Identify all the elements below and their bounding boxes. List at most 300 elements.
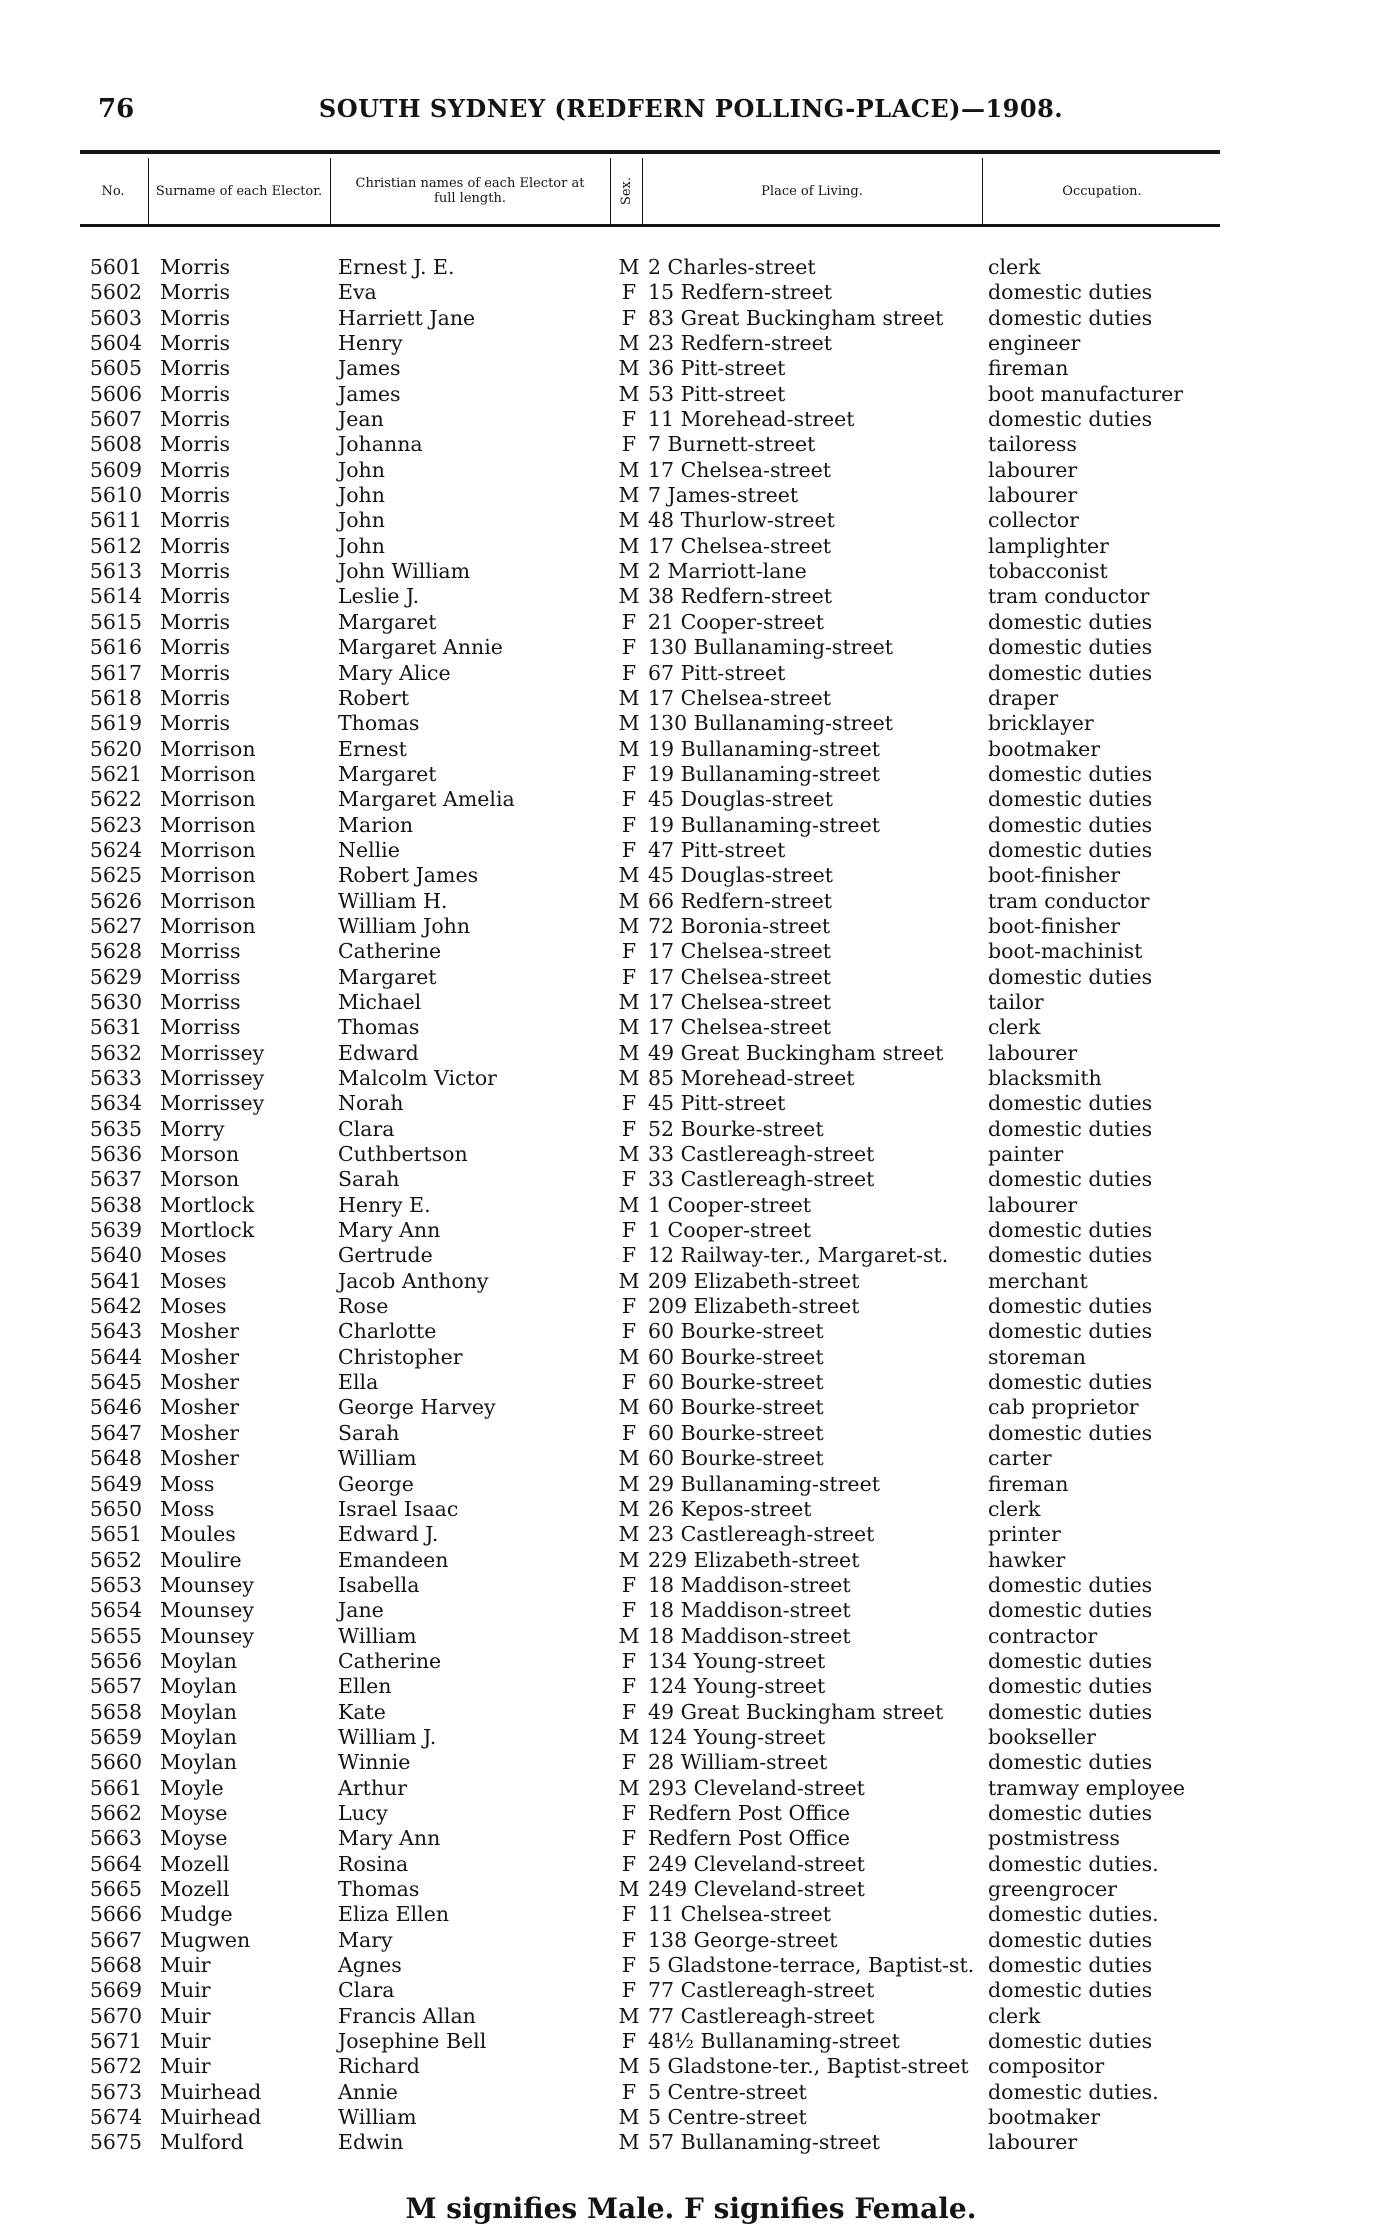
elector-number: 5608 [89,432,142,457]
elector-occupation: labourer [988,2130,1078,2155]
elector-sex: F [621,305,637,330]
elector-occupation: merchant [988,1268,1088,1293]
elector-place-of-living: 19 Bullanaming-street [648,812,880,837]
elector-number: 5620 [89,736,142,761]
table-row [80,382,1220,407]
elector-number: 5610 [89,483,142,508]
table-row [80,965,1220,990]
table-row [80,711,1220,736]
elector-surname: Mugwen [160,1927,251,1952]
elector-place-of-living: 5 Gladstone-terrace, Baptist-st. [648,1953,975,1978]
elector-surname: Morris [160,711,231,736]
elector-number: 5609 [89,457,142,482]
elector-christian-names: William [338,1623,417,1648]
elector-sex: M [618,2054,640,2079]
elector-place-of-living: 26 Kepos-street [648,1496,812,1521]
elector-place-of-living: 33 Castlereagh-street [648,1167,875,1192]
elector-surname: Muir [160,1978,211,2003]
elector-place-of-living: 53 Pitt-street [648,381,786,406]
elector-number: 5647 [89,1420,142,1445]
elector-surname: Morris [160,331,231,356]
elector-surname: Morris [160,381,231,406]
top-rule [80,150,1220,154]
elector-christian-names: Clara [338,1978,395,2003]
elector-sex: F [621,1294,637,1319]
header-surname: Surname of each Elector. [155,183,323,199]
elector-place-of-living: 17 Chelsea-street [648,989,832,1014]
table-row [80,1370,1220,1395]
elector-occupation: bootmaker [988,736,1101,761]
elector-surname: Morris [160,457,231,482]
elector-place-of-living: 11 Chelsea-street [648,1902,832,1927]
elector-occupation: domestic duties [988,1953,1153,1978]
elector-christian-names: Sarah [338,1420,400,1445]
elector-occupation: boot-machinist [988,939,1143,964]
table-row [80,1421,1220,1446]
elector-occupation: draper [988,685,1059,710]
elector-surname: Mosher [160,1395,239,1420]
elector-place-of-living: 130 Bullanaming-street [648,711,893,736]
elector-place-of-living: 67 Pitt-street [648,660,786,685]
elector-surname: Mosher [160,1420,239,1445]
elector-christian-names: Ellen [338,1674,392,1699]
elector-place-of-living: 124 Young-street [648,1674,826,1699]
elector-place-of-living: 249 Cleveland-street [648,1877,865,1901]
elector-occupation: domestic duties [988,1091,1153,1116]
elector-place-of-living: 36 Pitt-street [648,356,786,381]
elector-occupation: domestic duties [988,1648,1153,1673]
elector-christian-names: Christopher [338,1344,463,1369]
elector-occupation: domestic duties [988,1750,1153,1775]
elector-number: 5675 [89,2130,142,2155]
elector-sex: M [618,2105,640,2130]
elector-sex: M [618,1015,640,1040]
elector-number: 5657 [89,1674,142,1699]
table-row [80,889,1220,914]
elector-occupation: bookseller [988,1724,1096,1749]
elector-christian-names: Nellie [338,837,400,862]
elector-christian-names: Clara [338,1116,395,1141]
elector-place-of-living: 47 Pitt-street [648,837,786,862]
elector-christian-names: George Harvey [338,1395,496,1420]
elector-christian-names: James [338,381,401,406]
elector-occupation: printer [988,1522,1061,1547]
elector-occupation: cab proprietor [988,1395,1139,1420]
elector-surname: Morrissey [160,1040,265,1065]
elector-number: 5668 [89,1953,142,1978]
elector-sex: F [621,635,637,660]
table-row [80,432,1220,457]
elector-place-of-living: 60 Bourke-street [648,1319,824,1344]
elector-place-of-living: 130 Bullanaming-street [648,635,893,660]
elector-sex: F [621,1370,637,1395]
table-row [80,331,1220,356]
elector-sex: F [621,407,637,432]
table-row [80,1345,1220,1370]
elector-surname: Mounsey [160,1623,254,1648]
elector-christian-names: Harriett Jane [338,305,476,330]
elector-christian-names: Robert James [338,863,479,888]
elector-occupation: tram conductor [988,888,1150,913]
elector-christian-names: Michael [338,989,422,1014]
table-row [80,1117,1220,1142]
elector-sex: F [621,1953,637,1978]
elector-christian-names: James [338,356,401,381]
elector-occupation: domestic duties [988,964,1153,989]
elector-occupation: hawker [988,1547,1066,1572]
elector-surname: Mortlock [160,1192,255,1217]
elector-occupation: clerk [988,1015,1041,1040]
table-row [80,483,1220,508]
table-row [80,686,1220,711]
table-row [80,407,1220,432]
elector-surname: Morris [160,609,231,634]
elector-number: 5631 [89,1015,142,1040]
elector-occupation: domestic duties. [988,1851,1159,1876]
elector-sex: F [621,1978,637,2003]
elector-number: 5632 [89,1040,142,1065]
elector-surname: Morris [160,356,231,381]
elector-sex: F [621,1674,637,1699]
elector-place-of-living: 134 Young-street [648,1648,826,1673]
elector-number: 5642 [89,1294,142,1319]
table-row [80,1497,1220,1522]
elector-occupation: domestic duties [988,761,1153,786]
elector-number: 5653 [89,1572,142,1597]
elector-christian-names: Thomas [338,1015,420,1040]
elector-surname: Morrison [160,736,256,761]
elector-christian-names: Marion [338,812,414,837]
elector-occupation: greengrocer [988,1877,1118,1901]
table-row [80,1573,1220,1598]
elector-place-of-living: 209 Elizabeth-street [648,1294,860,1319]
table-row [80,990,1220,1015]
elector-christian-names: William J. [338,1724,437,1749]
elector-surname: Moylan [160,1648,237,1673]
elector-number: 5649 [89,1471,142,1496]
elector-surname: Mosher [160,1446,239,1471]
elector-sex: F [621,1116,637,1141]
elector-christian-names: Emandeen [338,1547,449,1572]
elector-number: 5633 [89,1066,142,1090]
table-row [80,1674,1220,1699]
elector-surname: Morrissey [160,1091,265,1116]
table-row [80,737,1220,762]
table-row [80,1649,1220,1674]
elector-place-of-living: 5 Gladstone-ter., Baptist-street [648,2054,969,2079]
elector-sex: F [621,1218,637,1243]
elector-surname: Morson [160,1167,240,1192]
elector-sex: M [618,1395,640,1420]
elector-sex: M [618,584,640,609]
elector-number: 5612 [89,533,142,558]
elector-surname: Morrison [160,888,256,913]
elector-number: 5652 [89,1547,142,1572]
elector-number: 5628 [89,939,142,964]
elector-surname: Morris [160,305,231,330]
elector-christian-names: Ella [338,1370,379,1395]
table-row [80,458,1220,483]
table-row [80,1395,1220,1420]
elector-place-of-living: 29 Bullanaming-street [648,1471,880,1496]
elector-christian-names: William [338,1446,417,1471]
elector-place-of-living: 19 Bullanaming-street [648,761,880,786]
elector-sex: F [621,939,637,964]
elector-number: 5617 [89,660,142,685]
header-christian: Christian names of each Elector at full length. [355,176,585,206]
elector-sex: F [621,1572,637,1597]
elector-occupation: clerk [988,2003,1041,2028]
elector-place-of-living: 49 Great Buckingham street [648,1040,944,1065]
elector-christian-names: Gertrude [338,1243,433,1268]
elector-surname: Muirhead [160,2079,262,2104]
elector-number: 5664 [89,1851,142,1876]
table-row [80,1218,1220,1243]
elector-number: 5634 [89,1091,142,1116]
elector-place-of-living: 17 Chelsea-street [648,685,832,710]
elector-number: 5658 [89,1699,142,1724]
elector-place-of-living: 83 Great Buckingham street [648,305,944,330]
table-row [80,306,1220,331]
elector-christian-names: Israel Isaac [338,1496,459,1521]
elector-number: 5645 [89,1370,142,1395]
elector-surname: Morris [160,280,231,305]
elector-number: 5640 [89,1243,142,1268]
elector-number: 5615 [89,609,142,634]
elector-sex: M [618,711,640,736]
elector-christian-names: Jean [338,407,384,432]
elector-occupation: domestic duties [988,1674,1153,1699]
elector-number: 5638 [89,1192,142,1217]
header-divider [610,158,611,224]
elector-christian-names: Winnie [338,1750,411,1775]
elector-christian-names: Isabella [338,1572,420,1597]
elector-sex: F [621,1648,637,1673]
elector-number: 5670 [89,2003,142,2028]
table-row [80,1472,1220,1497]
elector-surname: Moyse [160,1800,228,1825]
elector-christian-names: Cuthbertson [338,1142,468,1167]
elector-occupation: clerk [988,255,1041,279]
elector-list [80,255,1220,2156]
elector-christian-names: Margaret [338,761,437,786]
elector-christian-names: Mary Ann [338,1218,441,1243]
elector-surname: Morris [160,432,231,457]
elector-surname: Moses [160,1268,227,1293]
elector-place-of-living: 5 Centre-street [648,2105,807,2130]
elector-surname: Morriss [160,1015,241,1040]
elector-christian-names: Edward [338,1040,419,1065]
elector-sex: F [621,660,637,685]
elector-surname: Morris [160,660,231,685]
table-row [80,610,1220,635]
header-divider [642,158,643,224]
elector-place-of-living: 52 Bourke-street [648,1116,824,1141]
elector-place-of-living: 72 Boronia-street [648,913,831,938]
elector-number: 5621 [89,761,142,786]
elector-christian-names: Jane [338,1598,384,1623]
elector-surname: Morrison [160,913,256,938]
table-row [80,1319,1220,1344]
elector-occupation: fireman [988,1471,1069,1496]
elector-christian-names: John [338,483,385,508]
elector-surname: Morris [160,255,231,279]
elector-occupation: bricklayer [988,711,1094,736]
elector-surname: Morris [160,508,231,533]
elector-surname: Moss [160,1496,215,1521]
table-row [80,1978,1220,2003]
elector-sex: F [621,2029,637,2054]
elector-christian-names: Eva [338,280,377,305]
elector-number: 5663 [89,1826,142,1851]
header-divider [330,158,331,224]
elector-surname: Morriss [160,939,241,964]
elector-christian-names: Rosina [338,1851,409,1876]
elector-number: 5639 [89,1218,142,1243]
elector-sex: M [618,736,640,761]
table-row [80,1953,1220,1978]
elector-surname: Moules [160,1522,236,1547]
elector-surname: Muir [160,2029,211,2054]
elector-place-of-living: 48½ Bullanaming-street [648,2029,900,2054]
table-row [80,1446,1220,1471]
elector-christian-names: Robert [338,685,410,710]
elector-number: 5601 [89,255,142,279]
table-row [80,762,1220,787]
elector-surname: Moses [160,1243,227,1268]
elector-place-of-living: 17 Chelsea-street [648,533,832,558]
elector-number: 5604 [89,331,142,356]
elector-occupation: boot-finisher [988,913,1121,938]
elector-occupation: domestic duties [988,305,1153,330]
elector-surname: Morry [160,1116,225,1141]
elector-sex: M [618,1496,640,1521]
elector-occupation: collector [988,508,1079,533]
elector-number: 5629 [89,964,142,989]
elector-number: 5626 [89,888,142,913]
elector-sex: M [618,1623,640,1648]
elector-sex: M [618,1040,640,1065]
elector-sex: M [618,255,640,279]
elector-number: 5671 [89,2029,142,2054]
elector-place-of-living: 17 Chelsea-street [648,457,832,482]
elector-christian-names: John [338,457,385,482]
elector-christian-names: Henry E. [338,1192,431,1217]
elector-christian-names: Henry [338,331,403,356]
elector-christian-names: Malcolm Victor [338,1066,497,1090]
elector-sex: F [621,2079,637,2104]
elector-occupation: clerk [988,1496,1041,1521]
elector-christian-names: Arthur [338,1775,408,1800]
table-row [80,2054,1220,2079]
elector-number: 5662 [89,1800,142,1825]
elector-place-of-living: 15 Redfern-street [648,280,832,305]
elector-occupation: boot manufacturer [988,381,1184,406]
elector-occupation: domestic duties [988,2029,1153,2054]
elector-christian-names: Mary Ann [338,1826,441,1851]
elector-occupation: domestic duties [988,660,1153,685]
elector-occupation: storeman [988,1344,1086,1369]
table-row [80,1066,1220,1091]
header-sex-label: Sex. [618,176,634,206]
elector-surname: Mulford [160,2130,244,2155]
elector-sex: M [618,1877,640,1901]
elector-occupation: domestic duties [988,1243,1153,1268]
header-divider [148,158,149,224]
elector-christian-names: Margaret [338,609,437,634]
elector-christian-names: Agnes [338,1953,402,1978]
elector-sex: M [618,1522,640,1547]
table-row [80,1294,1220,1319]
elector-christian-names: Catherine [338,939,442,964]
elector-christian-names: Josephine Bell [338,2029,487,2054]
elector-occupation: domestic duties [988,1420,1153,1445]
elector-surname: Mounsey [160,1598,254,1623]
elector-christian-names: Richard [338,2054,420,2079]
elector-surname: Moylan [160,1674,237,1699]
elector-number: 5605 [89,356,142,381]
elector-occupation: domestic duties [988,1598,1153,1623]
elector-occupation: painter [988,1142,1064,1167]
table-row [80,813,1220,838]
elector-sex: M [618,863,640,888]
elector-surname: Muirhead [160,2105,262,2130]
table-row [80,1801,1220,1826]
elector-place-of-living: 1 Cooper-street [648,1218,811,1243]
elector-occupation: domestic duties [988,787,1153,812]
elector-surname: Mortlock [160,1218,255,1243]
elector-place-of-living: 124 Young-street [648,1724,826,1749]
elector-christian-names: William H. [338,888,448,913]
elector-number: 5627 [89,913,142,938]
elector-number: 5618 [89,685,142,710]
elector-surname: Morriss [160,989,241,1014]
elector-number: 5651 [89,1522,142,1547]
elector-place-of-living: 48 Thurlow-street [648,508,835,533]
elector-number: 5656 [89,1648,142,1673]
elector-christian-names: Mary Alice [338,660,451,685]
elector-place-of-living: 38 Redfern-street [648,584,832,609]
elector-place-of-living: 18 Maddison-street [648,1623,851,1648]
elector-place-of-living: 7 Burnett-street [648,432,816,457]
elector-number: 5624 [89,837,142,862]
elector-place-of-living: 2 Charles-street [648,255,816,279]
elector-place-of-living: 11 Morehead-street [648,407,855,432]
elector-place-of-living: 21 Cooper-street [648,609,825,634]
elector-surname: Moylan [160,1699,237,1724]
elector-sex: M [618,1344,640,1369]
elector-sex: F [621,1750,637,1775]
elector-christian-names: Ernest J. E. [338,255,455,279]
elector-surname: Muir [160,1953,211,1978]
elector-christian-names: Thomas [338,1877,420,1901]
table-row [80,1877,1220,1902]
elector-surname: Morris [160,685,231,710]
elector-christian-names: Johanna [338,432,423,457]
elector-number: 5614 [89,584,142,609]
elector-sex: F [621,1243,637,1268]
elector-christian-names: Charlotte [338,1319,437,1344]
elector-occupation: postmistress [988,1826,1120,1851]
elector-occupation: domestic duties [988,812,1153,837]
table-row [80,1776,1220,1801]
elector-occupation: domestic duties [988,837,1153,862]
elector-christian-names: Annie [338,2079,398,2104]
elector-place-of-living: 28 William-street [648,1750,828,1775]
table-row [80,1624,1220,1649]
table-row [80,914,1220,939]
elector-occupation: compositor [988,2054,1105,2079]
